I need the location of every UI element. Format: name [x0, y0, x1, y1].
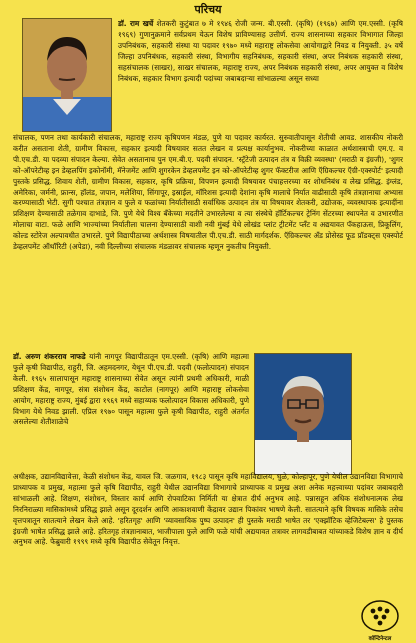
author-1-bio-intro [118, 19, 403, 133]
author-2-photo [254, 353, 352, 475]
publisher-logo-label: कॉन्टिनेन्टल [368, 636, 392, 642]
publisher-logo [360, 596, 400, 636]
page-title: परिचय [194, 3, 222, 16]
author-1-bio-full: संचालक, पणन तथा कार्यकारी संचालक, महाराष्ट्र राज्य कृषिपणन मंडळ, पुणे या पदावर कार्यरत. सुरुवातीपासून शेतीची आवड. शासकीय नोकरी करीत असताना शेती, ग्रामीण विकास, सहकार इत्यादी विषयावर सतत लेखन व प्रत्यक्ष कार्यानुभव. नोकरीच्या काळात अर्थशास्त्राची एम.ए. व पी.एच.डी. या पदव्या संपादन केल्या. सेवेत असतानाच पुन एम.बी.ए. पदवी संपादन. 'स्ट्रॅटेजी उत्पादन तंत्र व विक्री व्यवस्था' (मराठी व इंग्रजी), 'शुगर को-ऑपरेटीव्ह इन डेव्हलपिंग इकोनॉमी, मॅनेजमेंट आणि शुगरकेन डेव्हलपमेंट इन को-ऑपरेटीव्ह शुगर फॅक्टरीज आणि ऍग्रिकल्चर ऍग्री-एक्स्पोर्ट' इत्यादी पुस्तके प्रसिद्ध. शिवाय शेती, ग्रामीण विकास, सहकार, कृषि प्रक्रिया, विपणन इत्यादी विषयावर पंचाहत्तरच्या वर शोधनिबंध व लेख प्रसिद्ध. इंग्लंड, अमेरिका, जर्मनी, फ्रान्स, हॉलंड, जपान, मलेशिया, सिंगापूर, इस्राईल, मॉरिशस इत्यादी देशांना कृषि मालाचे निर्यात वाढीसाठी कृषि तंत्रज्ञानाचा अभ्यास करण्यासाठी भेटी. सुगी पश्चात तंत्रज्ञान व फुले व फळांच्या निर्यातीसाठी सर्वाधिक उत्पादन तंत्र या विषयावर शेतकरी, उद्योजक, व्यवस्थापक इत्यादींना प्रशिक्षण देण्यासाठी तळेगाव दाभाडे, जि. पुणे येथे विश्व बँकेच्या मदतीने उभारलेल्या व त्या संस्थेचे हॉर्टिकल्चर ट्रेनिंग सेंटरच्या स्थापनेत व उभारणीत मोलाचा वाटा. फळे आणि भाज्यांच्या निर्यातीला चालना देण्यासाठी वाशी नवी मुंबई येथे लोखंड प्लांट ट्रीटमेंट प्लँट व अद्ययावत पॅकहाऊस, प्रिकूलिंग, कोल्ड स्टोरेज अल्पावधीत उभारले. पुणे विद्यापीठाच्या अर्थशास्त्र विषयातील पी.एच.डी. साठी मार्गदर्शक. ऍग्रिकल्चर अँड प्रोसेस्ड फूड प्रॉडक्ट्स एक्स्पोर्ट डेव्हलपमेंट ऑथॉरिटी (अपेडा), नवी दिल्लीच्या संचालक मंडळावर संचालक म्हणून नुकतीच नियुक्ती. [13, 133, 403, 252]
author-1-name: डॉ. राम खर्चे [118, 19, 154, 28]
author-2-bio-intro [13, 352, 249, 472]
author-1-bio-intro-text: शेतकरी कुटुंबात ७ मे १९४६ रोजी जन्म. बी.एस्सी. (कृषि) (१९६७) आणि एम.एस्सी. (कृषि १९६९) गुणानुक्रमाने सर्वप्रथम येऊन विशेष प्राविण्यासह उत्तीर्ण. राज्य शासनाच्या सहकार विभागात जिल्हा उपनिबंधक, सहकारी संस्था या पदावर १९७० मध्ये महाराष्ट्र लोकसेवा आयोगाद्वारे निवड व नियुक्ती. ३५ वर्षे जिल्हा उपनिबंधक, सहकारी संस्था, विभागीय सहनिबंधक, सहकारी संस्था, अपर निबंधक सहकारी संस्था, सहसंचालक (साखर), साखर संचालक, महाराष्ट्र राज्य, अपर निबंधक सहकारी संस्था, अपर आयुक्त व विशेष निबंधक, सहकार विभाग इत्यादी पदांच्या जबाबदाऱ्या सांभाळल्या असून सध्या [118, 19, 403, 83]
author-2-bio-intro-text: यांनी नागपूर विद्यापीठातून एम.एस्सी. (कृषि) आणि महात्मा फुले कृषी विद्यापीठ, राहुरी, जि. अहमदनगर, येथून पी.एच.डी. पदवी (फलोत्पादन) संपादन केली. १९६५ सालापासून महाराष्ट्र शासनाच्या सेवेत असून त्यांनी प्रथमी अधिकारी, माळी प्रशिक्षण केंद्र, नागपूर, संत्रा संशोधन केंद्र, काटोल (नागपूर) आणि महाराष्ट्र लोकसेवा आयोग, महाराष्ट्र राज्य, मुंबई द्वारा १९६९ मध्ये सहाय्यक फलोत्पादन विकास अधिकारी, पुणे विभाग येथे निवड झाली. एप्रिल १९७० पासून महात्मा फुले कृषी विद्यापीठ, राहुरी अंतर्गत असलेल्या शेतीशाळेचे [13, 352, 249, 427]
author-2-name: डॉ. अरुण शंकरराव नाफडे [13, 352, 86, 361]
author-1-photo [22, 18, 112, 132]
author-2-bio-full: अधीक्षक, उद्यानविद्यावेत्ता, केळी संशोधन केंद्र, यावल जि. जळगाव, १९८३ पासून कृषि महाविद्यालय, धुळे, कोल्हापूर, पुणे येथील उद्यानविद्या विभागाचे प्राध्यापक व प्रमुख, महात्मा फुले कृषि विद्यापीठ, राहुरी येथील उद्यानविद्या विभागाचे प्राध्यापक व प्रमुख अशा अनेक महत्त्वाच्या पदांवर जबाबदारी सांभाळली आहे. शिक्षण, संशोधन, विस्तार कार्य आणि रोपवाटिका निर्मिती या क्षेत्रात दीर्घ अनुभव आहे. पन्नासहून अधिक संशोधनात्मक लेख निरनिराळ्या मासिकांमध्ये प्रसिद्ध झाले असून दूरदर्शन आणि आकाशवाणी केंद्रावर उद्यान पिकांवर भाषणे केली. सातत्याने कृषि विषयक मासिके तसेच वृत्तपत्रातून सातत्याने लेखन केले आहे. 'हरितगृह' आणि 'व्यावसायिक पुष्प उत्पादन' ही पुस्तके मराठी भाषेत तर 'एक्झॉटिक व्हेजिटेबल्स' हे पुस्तक इंग्रजी भाषेत प्रसिद्ध झाले आहे. हरितगृह तंत्रज्ञानाबात, भाजीपाला फुले आणि फळे यांची अद्ययावत तत्रावर लागवडीबाबत यांच्याकडे विशेष ज्ञान व दीर्घ अनुभव आहे. फेब्रुवारी १९९९ मध्ये कृषि विद्यापीठ सेवेतून निवृत्त. [13, 472, 403, 547]
